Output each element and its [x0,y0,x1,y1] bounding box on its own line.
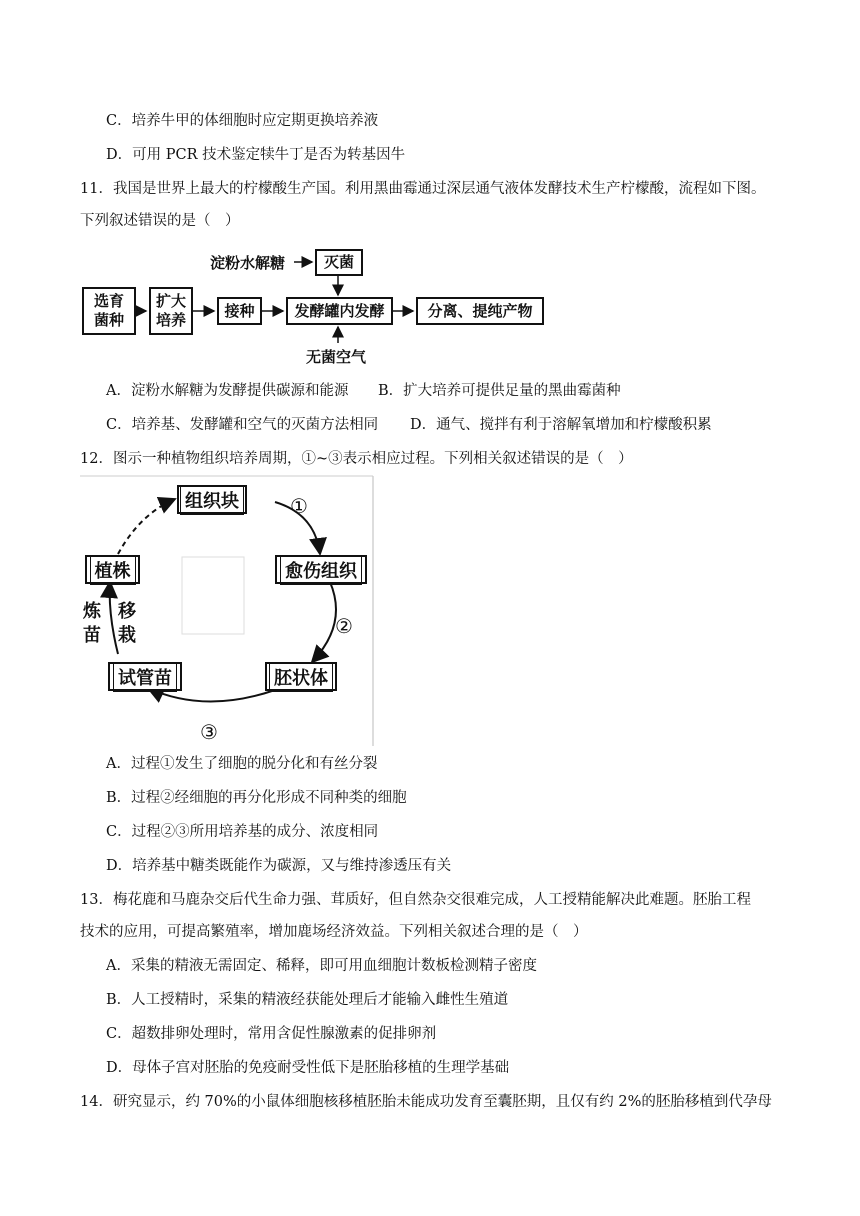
label-process-1: ① [290,494,308,518]
box-test-tube-seedling: 试管苗 [108,662,182,691]
label-process-2: ② [335,614,353,638]
label-harden: 炼 苗 [83,601,101,646]
q12-stem: 12．图示一种植物组织培养周期，①~③表示相应过程。下列相关叙述错误的是（ ） [80,451,633,467]
q11-stem-line2: 下列叙述错误的是（ ） [80,213,240,229]
q13-option-c: C．超数排卵处理时，常用含促性腺激素的促排卵剂 [106,1026,437,1042]
q10-option-c: C．培养牛甲的体细胞时应定期更换培养液 [106,113,379,129]
q13-option-a: A．采集的精液无需固定、稀释，即可用血细胞计数板检测精子密度 [106,958,537,974]
box-plant: 植株 [85,555,140,584]
q11-flow-diagram [80,245,560,370]
q12-option-c: C．过程②③所用培养基的成分、浓度相同 [106,824,379,840]
q13-stem-line1: 13．梅花鹿和马鹿杂交后代生命力强、茸质好，但自然杂交很难完成，人工授精能解决此难题。胚胎工程 [80,892,751,908]
box-embryoid: 胚状体 [265,662,337,691]
blank-placeholder-box [182,557,244,634]
q12-option-b: B．过程②经细胞的再分化形成不同种类的细胞 [106,790,407,806]
label-sterile-air: 无菌空气 [306,348,367,366]
box-separate-purify: 分离、提纯产物 [416,297,544,325]
label-process-3: ③ [200,720,218,744]
q13-option-d: D．母体子宫对胚胎的免疫耐受性低下是胚胎移植的生理学基础 [106,1060,510,1076]
box-tissue-block: 组织块 [177,485,247,514]
q11-option-c: C．培养基、发酵罐和空气的灭菌方法相同 [106,417,379,433]
box-sterilize: 灭菌 [315,249,363,276]
q12-option-d: D．培养基中糖类既能作为碳源，又与维持渗透压有关 [106,858,452,874]
q11-option-d: D．通气、搅拌有利于溶解氧增加和柠檬酸积累 [410,417,712,433]
box-select-strain: 选育菌种 [82,287,136,335]
arrow-dashed-plant-to-tissue [118,499,175,554]
q13-stem-line2: 技术的应用，可提高繁殖率，增加鹿场经济效益。下列相关叙述合理的是（ ） [80,924,588,940]
q10-option-d: D．可用 PCR 技术鉴定犊牛丁是否为转基因牛 [106,147,406,163]
box-expand-culture: 扩大培养 [149,287,193,335]
box-inoculate: 接种 [217,297,262,325]
label-starch-sugar: 淀粉水解糖 [210,254,286,272]
box-callus: 愈伤组织 [275,555,367,584]
q12-cycle-diagram [80,474,376,746]
arrow-process-2 [312,582,336,662]
label-transplant: 移 栽 [118,601,136,646]
q13-option-b: B．人工授精时，采集的精液经获能处理后才能输入雌性生殖道 [106,992,509,1008]
box-fermenter: 发酵罐内发酵 [286,297,393,325]
q11-option-b: B．扩大培养可提供足量的黑曲霉菌种 [378,383,621,399]
q12-option-a: A．过程①发生了细胞的脱分化和有丝分裂 [106,756,378,772]
q14-stem-line1: 14．研究显示，约 70%的小鼠体细胞核移植胚胎未能成功发育至囊胚期，且仅有约 2%的胚胎移植到代孕母 [80,1094,772,1110]
q11-stem-line1: 11．我国是世界上最大的柠檬酸生产国。利用黑曲霉通过深层通气液体发酵技术生产柠檬酸，流程如下图。 [80,181,766,197]
q11-option-a: A．淀粉水解糖为发酵提供碳源和能源 [106,383,349,399]
